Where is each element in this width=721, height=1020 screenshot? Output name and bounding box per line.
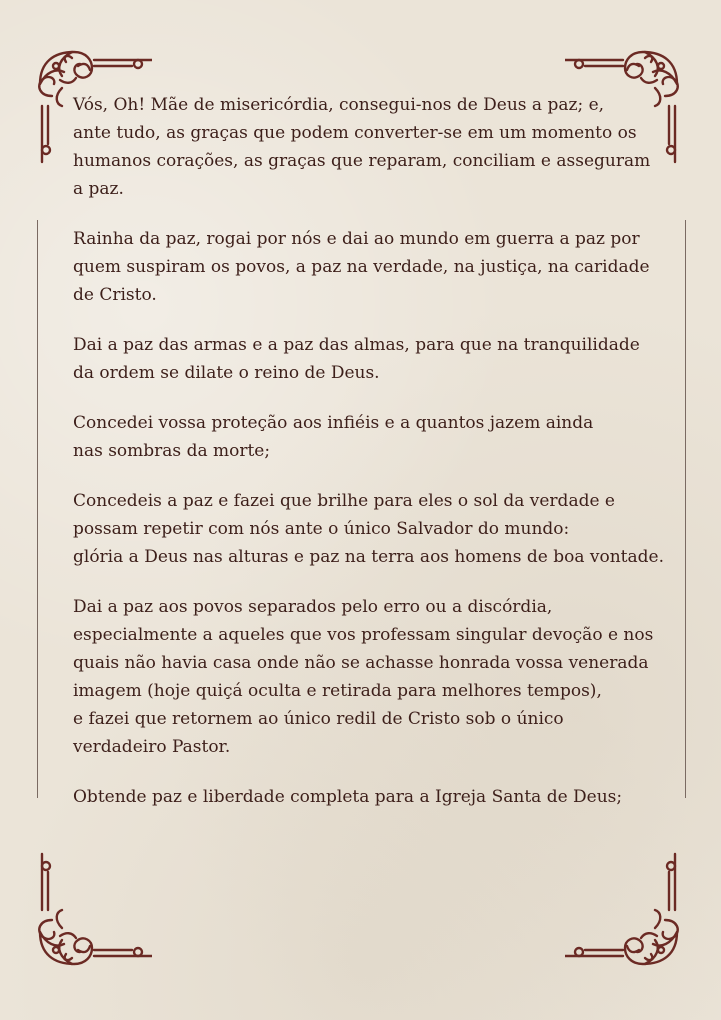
- paragraph-1: Vós, Oh! Mãe de misericórdia, consegui-nos de Deus a paz; e, ante tudo, as graças que podem converter-se em um momento os humanos corações, as graças que reparam, conciliam e asseguram a paz.: [73, 95, 651, 199]
- ornamental-corner-bottom-left-icon: [32, 852, 152, 972]
- paragraph-3: Dai a paz das armas e a paz das almas, para que na tranquilidade da ordem se dilate o reino de Deus.: [73, 335, 640, 383]
- left-border-line: [37, 220, 38, 798]
- paragraph-4: Concedei vossa proteção aos infiéis e a quantos jazem ainda nas sombras da morte;: [73, 413, 594, 461]
- paragraph-5: Concedeis a paz e fazei que brilhe para eles o sol da verdade e possam repetir com nós ante o único Salvador do mundo: glória a Deus nas alturas e paz na terra aos homens de boa vontade.: [73, 491, 664, 567]
- paragraph-6: Dai a paz aos povos separados pelo erro ou a discórdia, especialmente a aqueles que vos professam singular devoção e nos quais não havia casa onde não se achasse honrada vossa venerada imagem (hoje quiçá oculta e retirada para melhores tempos), e fazei que retornem ao único redil de Cristo sob o único verdadeiro Pastor.: [73, 597, 654, 757]
- right-border-line: [685, 220, 686, 798]
- paragraph-2: Rainha da paz, rogai por nós e dai ao mundo em guerra a paz por quem suspiram os povos, a paz na verdade, na justiça, na caridade de Cristo.: [73, 229, 650, 305]
- prayer-text: [73, 91, 673, 833]
- paragraph-7: Obtende paz e liberdade completa para a Igreja Santa de Deus;: [73, 787, 623, 807]
- ornamental-corner-bottom-right-icon: [565, 852, 685, 972]
